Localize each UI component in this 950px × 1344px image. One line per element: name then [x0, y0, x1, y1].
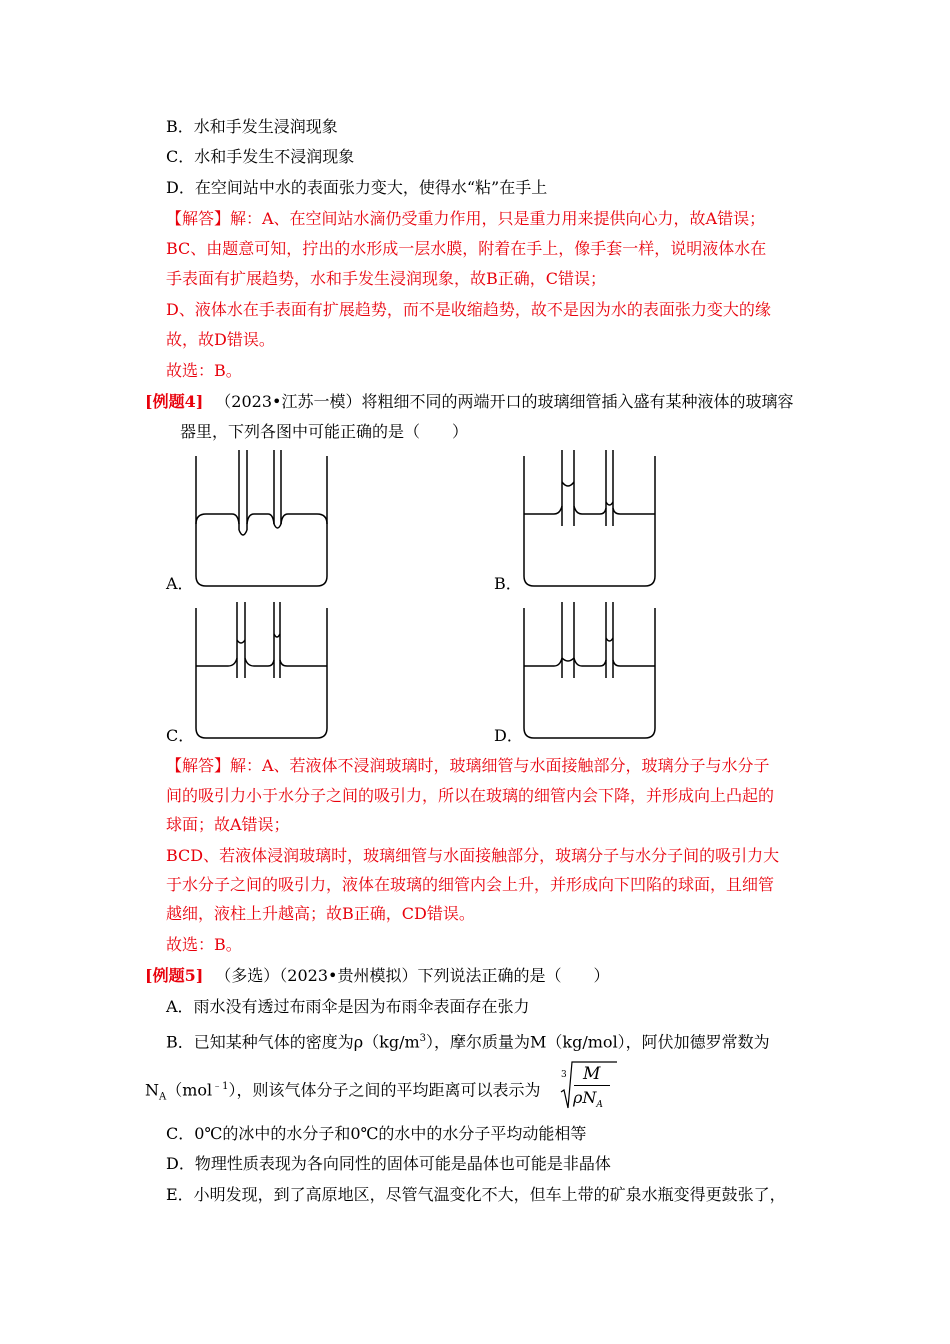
q5-option-b-pre: B．已知某种气体的密度为ρ（kg/m — [166, 1032, 420, 1052]
q5-option-b-continued — [145, 1077, 541, 1108]
q4-answer-choice: 故选：B。 — [166, 935, 242, 954]
q4-answer-line-4: BCD、若液体浸润玻璃时，玻璃细管与水面接触部分，玻璃分子与水分子间的吸引力大 — [166, 846, 780, 865]
q5-option-b — [166, 1029, 770, 1052]
q3-answer-line-3: 手表面有扩展趋势，水和手发生浸润现象，故B正确，C错误； — [166, 269, 607, 288]
q5-option-c: C．0℃的冰中的水分子和0℃的水中的水分子平均动能相等 — [166, 1124, 587, 1143]
cube-root-formula — [559, 1058, 619, 1114]
q4-figure-b-label: B． — [494, 574, 522, 593]
fraction-numerator: M — [583, 1064, 601, 1084]
na-unit-power: ﹣1 — [212, 1081, 229, 1092]
fraction-denominator-subscript: A — [596, 1100, 603, 1111]
fraction-denominator-text: ρN — [573, 1088, 597, 1107]
q5-option-a: A．雨水没有透过布雨伞是因为布雨伞表面存在张力 — [166, 997, 530, 1016]
q4-answer-line-3: 球面；故A错误； — [166, 815, 290, 834]
q4-stem-line-1 — [145, 392, 793, 412]
q3-answer-line-1: 【解答】解：A、在空间站水滴仍受重力作用，只是重力用来提供向心力，故A错误； — [166, 209, 766, 228]
q4-figure-c-label: C． — [166, 726, 195, 745]
q5-stem-text: （多选）（2023•贵州模拟）下列说法正确的是（ ） — [215, 966, 610, 985]
q3-answer-choice: 故选：B。 — [166, 361, 242, 380]
fraction-bar — [574, 1085, 610, 1086]
q5-option-b-post: ），摩尔质量为M（kg/mol），阿伏加德罗常数为 — [426, 1032, 770, 1052]
figure-a — [188, 448, 333, 590]
q4-answer-line-5: 于水分子之间的吸引力，液体在玻璃的细管内会上升，并形成向下凹陷的球面，且细管 — [166, 875, 775, 894]
q4-answer-line-1: 【解答】解：A、若液体不浸润玻璃时，玻璃细管与水面接触部分，玻璃分子与水分子 — [166, 756, 770, 775]
figure-b — [516, 448, 661, 590]
fraction-denominator — [573, 1088, 603, 1110]
q3-answer-line-2: BC、由题意可知，拧出的水形成一层水膜，附着在手上，像手套一样，说明液体水在 — [166, 239, 767, 258]
q5-option-d: D．物理性质表现为各向同性的固体可能是晶体也可能是非晶体 — [166, 1154, 611, 1173]
q5-option-b-sup: 3 — [419, 1033, 427, 1044]
q3-answer-line-4: D、液体水在手表面有扩展趋势，而不是收缩趋势，故不是因为水的表面张力变大的缘 — [166, 300, 771, 319]
na-symbol: N — [145, 1080, 159, 1100]
q5-option-e: E．小明发现，到了高原地区，尽管气温变化不大，但车上带的矿泉水瓶变得更鼓张了， — [166, 1185, 786, 1204]
q3-option-c: C．水和手发生不浸润现象 — [166, 147, 355, 166]
q4-answer-line-2: 间的吸引力小于水分子之间的吸引力，所以在玻璃的细管内会下降，并形成向上凸起的 — [166, 786, 775, 805]
q4-figure-d-label: D． — [494, 726, 523, 745]
q5-stem — [145, 966, 609, 986]
na-subscript: A — [159, 1091, 167, 1103]
na-unit: （mol — [166, 1080, 213, 1100]
q5-tag: [例题5] — [145, 966, 204, 985]
q4-tag: [例题4] — [145, 392, 204, 411]
na-post: ），则该气体分子之间的平均距离可以表示为 — [228, 1080, 541, 1100]
q4-figure-a-label: A． — [166, 574, 194, 593]
q4-stem-line-2: 器里，下列各图中可能正确的是（ ） — [180, 422, 469, 441]
figure-c — [188, 600, 333, 742]
q3-option-b: B．水和手发生浸润现象 — [166, 117, 338, 136]
q4-stem-text: （2023•江苏一模）将粗细不同的两端开口的玻璃细管插入盛有某种液体的玻璃容 — [215, 392, 794, 411]
q3-answer-line-5: 故，故D错误。 — [166, 330, 275, 349]
q4-answer-line-6: 越细，液柱上升越高；故B正确，CD错误。 — [166, 904, 475, 923]
q3-option-d: D．在空间站中水的表面张力变大，使得水“粘”在手上 — [166, 178, 548, 197]
root-index: 3 — [561, 1070, 567, 1080]
figure-d — [516, 600, 661, 742]
